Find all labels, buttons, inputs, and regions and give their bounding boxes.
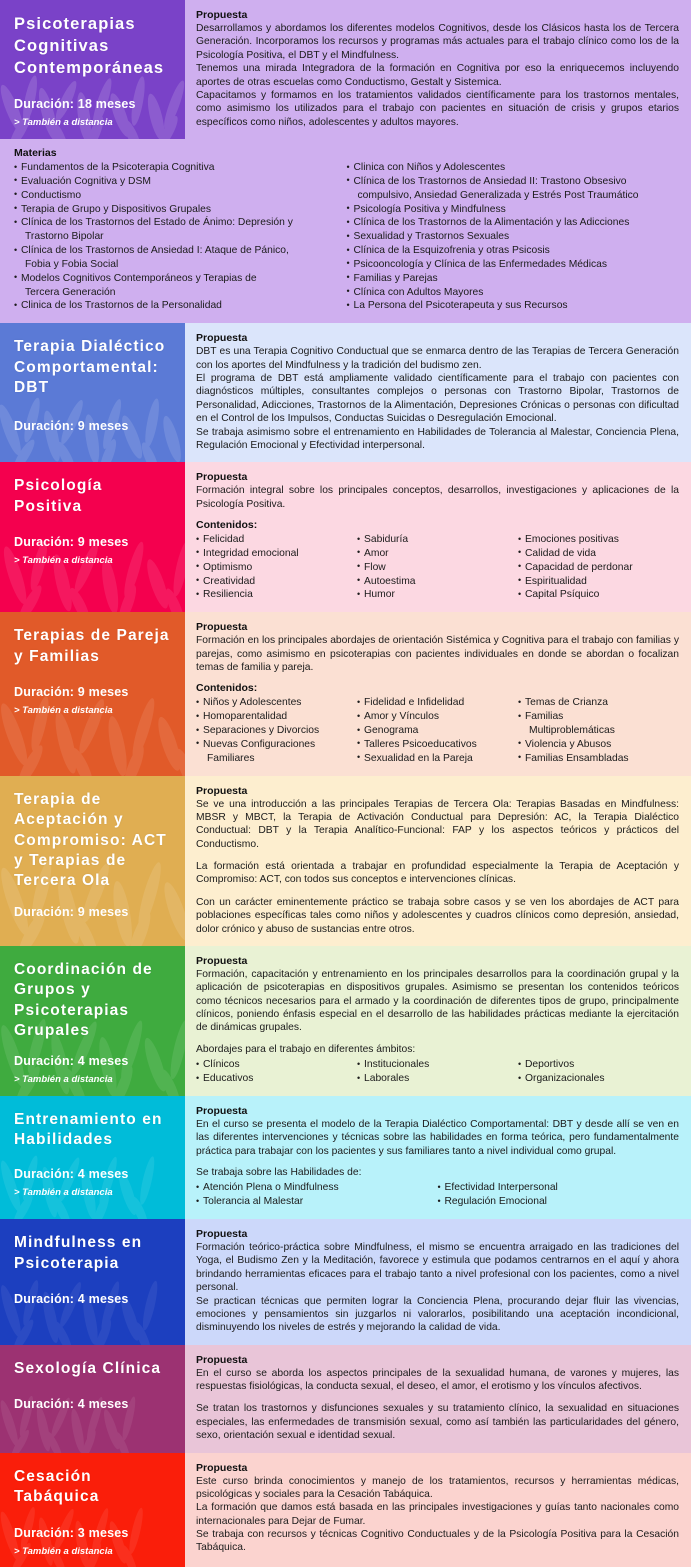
list-item: • Integridad emocional	[196, 547, 357, 561]
list-item: • Creatividad	[196, 575, 357, 589]
materias-column-2	[347, 161, 680, 313]
propuesta-text	[196, 1241, 679, 1335]
abordajes-list-1	[196, 1058, 357, 1086]
paragraph: Desarrollamos y abordamos los diferentes modelos Cognitivos, desde los Clásicos hasta los de Tercera Generación. Incorporamos los recursos y programas más actuales para el trabajo clínico como los de la Psicología Positiva, el DBT y el Mindfulness.	[196, 23, 679, 61]
program-duration: Duración: 9 meses	[14, 904, 129, 919]
list-item: • Atención Plena o Mindfulness	[196, 1181, 438, 1195]
list-item: • Psicología Positiva y Mindfulness	[347, 203, 680, 217]
program-card-terapias-de-pareja-y-familias[interactable]	[0, 612, 691, 775]
program-card-terapia-de-aceptacion-y-compromiso-act[interactable]	[0, 776, 691, 946]
program-duration: Duración: 18 meses	[14, 96, 136, 111]
habilidades-heading: Se trabaja sobre las Habilidades de:	[196, 1167, 362, 1179]
program-description-panel	[185, 612, 691, 775]
propuesta-text	[196, 484, 679, 511]
program-title: Terapias de Pareja y Familias	[14, 627, 170, 665]
program-card-entrenamiento-en-habilidades[interactable]	[0, 1096, 691, 1219]
habilidades-list-2	[438, 1181, 680, 1209]
list-item: • Flow	[357, 561, 518, 575]
program-card-terapia-dialectico-comportamental-dbt[interactable]	[0, 323, 691, 462]
program-card-psicologia-positiva[interactable]	[0, 462, 691, 612]
list-item: • Felicidad	[196, 533, 357, 547]
abordajes-column-3	[518, 1058, 679, 1086]
program-description-panel	[185, 0, 691, 139]
list-item-continuation: Familiares	[207, 752, 255, 764]
paragraph: El programa de DBT está ampliamente validado científicamente para el trabajo con pacientes con diagnósticos múltiples, consultantes complejos o personas con Trastorno Bipolar, Trastornos de Personalidad, Adicciones, Trastornos de la Alimentación, Depresiones Crónicas o personas con dificultad en el Control de los Impulsos, Conductas Suicidas o Desregulación Emocional.	[196, 373, 679, 425]
list-item: • Clinica con Niños y Adolescentes	[347, 161, 680, 175]
list-item: • Optimismo	[196, 561, 357, 575]
paragraph: Formación integral sobre los principales conceptos, desarrollos, investigaciones y aplicaciones de la Psicología Positiva.	[196, 485, 679, 510]
list-item-continuation: Fobia y Fobia Social	[25, 258, 119, 270]
propuesta-heading: Propuesta	[196, 1228, 248, 1241]
contenidos-column-3	[518, 696, 679, 765]
propuesta-heading: Propuesta	[196, 784, 248, 797]
program-title: Cesación Tabáquica	[14, 1467, 100, 1506]
program-duration: Duración: 3 meses	[14, 1525, 129, 1540]
list-item: • Sexualidad en la Pareja	[357, 752, 518, 766]
program-header-panel	[0, 323, 185, 462]
program-header-panel	[0, 1096, 185, 1219]
abordajes-heading: Abordajes para el trabajo en diferentes ámbitos:	[196, 1043, 416, 1055]
list-item: • Autoestima	[357, 575, 518, 589]
habilidades-column-2	[438, 1181, 680, 1209]
list-item: • Conductismo	[14, 189, 347, 203]
contenidos-heading: Contenidos:	[196, 682, 258, 695]
contenidos-heading: Contenidos:	[196, 519, 258, 532]
propuesta-text	[196, 1367, 679, 1443]
propuesta-text	[196, 634, 679, 674]
paragraph: Capacitamos y formamos en los tratamientos validados científicamente para los trastornos mentales, como asimismo los utilizados para el trabajo con pacientes en situación de crisis y grupos etarios específicos como niños, adolescentes y adultos mayores.	[196, 89, 679, 128]
paragraph: DBT es una Terapia Cognitivo Conductual que se enmarca dentro de las Terapias de Tercera Generación con los aportes del Mindfulness y la tradición del budismo zen.	[196, 346, 679, 371]
contenidos-list-2	[357, 533, 518, 602]
contenidos-column-3	[518, 533, 679, 602]
abordajes-list-3	[518, 1058, 679, 1086]
list-item-continuation: Trastorno Bipolar	[25, 231, 104, 243]
list-item: • Organizacionales	[518, 1072, 679, 1086]
program-distance-note: > También a distancia	[14, 555, 113, 567]
contenidos-list-3	[518, 696, 679, 765]
list-item: • Educativos	[196, 1072, 357, 1086]
contenidos-list-3	[518, 533, 679, 602]
paragraph: Se tratan los trastornos y disfunciones sexuales y su tratamiento clínico, la sexualidad en situaciones especiales, las enfermedades de transmisión sexual, como así también las particularidades del género, sexo, orientación sexual e identidad sexual.	[196, 1403, 679, 1442]
list-item: • Familias Ensambladas	[518, 752, 679, 766]
program-distance-note: > También a distancia	[14, 1186, 113, 1198]
propuesta-text	[196, 345, 679, 452]
list-item: • Genograma	[357, 724, 518, 738]
list-item: • Clínicos	[196, 1058, 357, 1072]
paragraph: La formación que damos está basada en las principales investigaciones y guías tanto nacionales como internacionales para Dejar de Fumar.	[196, 1502, 679, 1527]
materias-columns	[14, 161, 679, 313]
program-header-panel	[0, 0, 185, 139]
list-item: • Nuevas Configuraciones	[196, 738, 357, 752]
program-description-panel	[185, 946, 691, 1096]
list-item: • Sabiduría	[357, 533, 518, 547]
list-item: • Emociones positivas	[518, 533, 679, 547]
program-header-panel	[0, 1219, 185, 1345]
list-item: • Humor	[357, 588, 518, 602]
program-duration: Duración: 4 meses	[14, 1292, 129, 1306]
list-item: • Niños y Adolescentes	[196, 696, 357, 710]
list-item: • Amor y Vínculos	[357, 710, 518, 724]
program-description-panel	[185, 462, 691, 612]
program-header-panel	[0, 776, 185, 946]
contenidos-list-1	[196, 696, 357, 765]
propuesta-text	[196, 1118, 679, 1158]
list-item: • Capital Psíquico	[518, 588, 679, 602]
program-duration: Duración: 9 meses	[14, 685, 129, 700]
materias-column-1	[14, 161, 347, 313]
list-item: • Institucionales	[357, 1058, 518, 1072]
program-header-panel	[0, 612, 185, 775]
program-title: Psicoterapias Cognitivas Contemporáneas	[14, 15, 165, 77]
abordajes-column-1	[196, 1058, 357, 1086]
abordajes-column-2	[357, 1058, 518, 1086]
list-item: • Separaciones y Divorcios	[196, 724, 357, 738]
propuesta-heading: Propuesta	[196, 1353, 248, 1366]
program-description-panel	[185, 1345, 691, 1453]
list-item: • Familias	[518, 710, 679, 724]
propuesta-text	[196, 1475, 679, 1555]
program-distance-note: > También a distancia	[14, 1073, 113, 1085]
program-distance-note: > También a distancia	[14, 1545, 113, 1557]
propuesta-heading: Propuesta	[196, 1461, 248, 1474]
program-card-cesacion-tabaquica[interactable]	[0, 1453, 691, 1567]
propuesta-text	[196, 798, 679, 936]
program-description-panel	[185, 1453, 691, 1567]
program-duration: Duración: 4 meses	[14, 1053, 129, 1068]
contenidos-columns	[196, 533, 679, 602]
paragraph: En el curso se presenta el modelo de la Terapia Dialéctico Comportamental: DBT y desde allí se ven en las diferentes intervenciones y técnicas sobre las habilidades en forma teórica, pero fundamentalmente práctica para trabajar con los pacientes y sus familiares tanto a nivel individual como grupal.	[196, 1118, 679, 1157]
list-item: • Deportivos	[518, 1058, 679, 1072]
program-card-coordinacion-de-grupos-y-psicoterapias-grupales[interactable]	[0, 946, 691, 1096]
propuesta-heading: Propuesta	[196, 332, 248, 345]
paragraph: Formación en los principales abordajes de orientación Sistémica y Cognitiva para el trabajo con familias y parejas, como asimismo en psicoterapias con pacientes individuales en donde se abordan o focalizan temas de familia y pareja.	[196, 635, 679, 673]
paragraph: Se trabaja con recursos y técnicas Cognitivo Conductuales y de la Psicología Positiva para la Cesación Tabáquica.	[196, 1529, 679, 1554]
list-item: • Violencia y Abusos	[518, 738, 679, 752]
paragraph: Formación teórico-práctica sobre Mindfulness, el mismo se encuentra arraigado en las tradiciones del Yoga, el Budismo Zen y la Meditación, favorece y estimula que podamos centrarnos en el aquí y ahora brindando herramientas eficaces para el trabajo tanto a nivel profesional con los pacientes, como a nivel personal.	[196, 1242, 679, 1294]
paragraph: Formación, capacitación y entrenamiento en los principales desarrollos para la coordinación grupal y la aplicación de psicoterapias en dispositivos grupales. Asimismo se presentan los contenidos teóricos como técnicos necesarios para el armado y la coordinación de diferentes tipos de grupo, principalmente clínicos, poniendo énfasis especial en el desarrollo de las habilidades prácticas mediante la ejercitación de dinámicas grupales.	[196, 968, 679, 1034]
abordajes-list-2	[357, 1058, 518, 1086]
list-item: • La Persona del Psicoterapeuta y sus Recursos	[347, 299, 680, 313]
list-item: • Regulación Emocional	[438, 1195, 680, 1209]
habilidades-columns	[196, 1181, 679, 1209]
list-item: • Clínica de la Esquizofrenia y otras Psicosis	[347, 244, 680, 258]
program-card-mindfulness-en-psicoterapia[interactable]	[0, 1219, 691, 1345]
contenidos-column-1	[196, 533, 357, 602]
contenidos-columns	[196, 696, 679, 765]
list-item: • Temas de Crianza	[518, 696, 679, 710]
program-description-panel	[185, 776, 691, 946]
list-item: • Efectividad Interpersonal	[438, 1181, 680, 1195]
paragraph: Este curso brinda conocimientos y manejo de los tratamientos, recursos y herramientas médicas, psicológicas y sociales para la Cesación Tabáquica.	[196, 1475, 679, 1500]
propuesta-heading: Propuesta	[196, 9, 248, 21]
program-description-panel	[185, 1096, 691, 1219]
contenidos-column-2	[357, 533, 518, 602]
list-item: • Espiritualidad	[518, 575, 679, 589]
contenidos-column-2	[357, 696, 518, 765]
program-title: Mindfulness en Psicoterapia	[14, 1234, 143, 1272]
list-item: • Laborales	[357, 1072, 518, 1086]
program-title: Psicología Positiva	[14, 477, 103, 515]
list-item: • Psicooncología y Clínica de las Enfermedades Médicas	[347, 258, 680, 272]
program-title: Coordinación de Grupos y Psicoterapias Grupales	[14, 960, 153, 1040]
list-item: • Homoparentalidad	[196, 710, 357, 724]
list-item: • Talleres Psicoeducativos	[357, 738, 518, 752]
paragraph: Se practican técnicas que permiten lograr la Conciencia Plena, procurando dejar fluir las vivencias, emociones y pensamientos sin juzgarlos ni valorarlos, posibilitando una aceptación incondicional, disminuyendo los niveles de estrés y mejorando la calidad de vida.	[196, 1295, 679, 1334]
propuesta-heading: Propuesta	[196, 1104, 248, 1117]
materias-list-2	[347, 161, 680, 313]
program-card-psicoterapias-cognitivas-contemporaneas[interactable]	[0, 0, 691, 139]
program-title: Terapia Dialéctico Comportamental: DBT	[14, 338, 166, 397]
list-item: • Resiliencia	[196, 588, 357, 602]
materias-section	[0, 139, 691, 323]
program-card-sexologia-clinica[interactable]	[0, 1345, 691, 1453]
program-title: Sexología Clínica	[14, 1359, 162, 1377]
program-header-panel	[0, 946, 185, 1096]
habilidades-list-1	[196, 1181, 438, 1209]
paragraph: En el curso se aborda los aspectos principales de la sexualidad humana, de varones y mujeres, las respuestas fisiológicas, la conducta sexual, el deseo, el amor, el erotismo y los vínculos afectivos.	[196, 1367, 679, 1393]
list-item: • Clínica de los Trastornos del Estado de Ánimo: Depresión y	[14, 216, 347, 230]
list-item: • Tolerancia al Malestar	[196, 1195, 438, 1209]
propuesta-heading: Propuesta	[196, 471, 248, 484]
materias-heading: Materias	[14, 147, 57, 159]
program-duration: Duración: 4 meses	[14, 1397, 129, 1412]
paragraph: Se trabaja asimismo sobre el entrenamiento en Habilidades de Tolerancia al Malestar, Conciencia Plena, Regulación Emocional y Efectividad interpersonal.	[196, 426, 679, 451]
paragraph: Tenemos una mirada Integradora de la formación en Cognitiva por eso la enriquecemos incluyendo aportes de otras escuelas como Conductismo, Gestalt y Sistemica.	[196, 63, 679, 88]
propuesta-heading: Propuesta	[196, 621, 248, 634]
contenidos-list-2	[357, 696, 518, 765]
list-item: • Terapia de Grupo y Dispositivos Grupales	[14, 203, 347, 217]
program-description-panel	[185, 323, 691, 462]
paragraph: Se ve una introducción a las principales Terapias de Tercera Ola: Terapias Basadas en Mindfulness: MBSR y MBCT, la Terapia de Activación Conductual para Depresión: AC, la Terapia Dialéctico Conductual: DBT y la Terapia Analítico-Funcional: FAP y los aspectos teóricos y prácticos del Conductismo.	[196, 798, 679, 850]
list-item: • Clínica de los Trastornos de Ansiedad I: Ataque de Pánico,	[14, 244, 347, 258]
program-title: Entrenamiento en Habilidades	[14, 1110, 163, 1149]
propuesta-text	[196, 22, 679, 129]
list-item: • Fundamentos de la Psicoterapia Cognitiva	[14, 161, 347, 175]
program-distance-note: > También a distancia	[14, 705, 113, 717]
list-item: • Clinica de los Trastornos de la Personalidad	[14, 299, 347, 313]
contenidos-list-1	[196, 533, 357, 602]
list-item: • Evaluación Cognitiva y DSM	[14, 175, 347, 189]
habilidades-column-1	[196, 1181, 438, 1209]
list-item-continuation: Tercera Generación	[25, 286, 116, 298]
list-item: • Capacidad de perdonar	[518, 561, 679, 575]
list-item: • Calidad de vida	[518, 547, 679, 561]
program-title: Terapia de Aceptación y Compromiso: ACT y Terapias de Tercera Ola	[14, 790, 167, 890]
abordajes-columns	[196, 1058, 679, 1086]
program-duration: Duración: 9 meses	[14, 535, 129, 550]
program-header-panel	[0, 462, 185, 612]
program-distance-note: > También a distancia	[14, 116, 113, 128]
program-duration: Duración: 9 meses	[14, 418, 129, 433]
contenidos-column-1	[196, 696, 357, 765]
list-item: • Modelos Cognitivos Contemporáneos y Terapias de	[14, 272, 347, 286]
list-item: • Familias y Parejas	[347, 272, 680, 286]
program-description-panel	[185, 1219, 691, 1345]
paragraph: Con un carácter eminentemente práctico se trabaja sobre casos y se ven los abordajes de ACT para poblaciones específicas tales como niños y adolescentes y cuadros clínicos como depresión, ansiedad, dolor crónico y abuso de sustancias entre otros.	[196, 896, 679, 935]
list-item: • Amor	[357, 547, 518, 561]
list-item: • Fidelidad e Infidelidad	[357, 696, 518, 710]
list-item-continuation: Multiproblemáticas	[529, 725, 615, 737]
program-header-panel	[0, 1453, 185, 1567]
list-item-continuation: compulsivo, Ansiedad Generalizada y Estrés Post Traumático	[357, 189, 639, 201]
propuesta-text	[196, 968, 679, 1035]
list-item: • Sexualidad y Trastornos Sexuales	[347, 230, 680, 244]
program-header-panel	[0, 1345, 185, 1453]
materias-list-1	[14, 161, 347, 313]
list-item: • Clínica de los Trastornos de Ansiedad II: Trastono Obsesivo	[347, 175, 680, 189]
list-item: • Clínica con Adultos Mayores	[347, 286, 680, 300]
list-item: • Clínica de los Trastornos de la Alimentación y las Adicciones	[347, 216, 680, 230]
propuesta-heading: Propuesta	[196, 954, 248, 967]
paragraph: La formación está orientada a trabajar en profundidad especialmente la Terapia de Aceptación y Compromiso: ACT, con todos sus conceptos e intervenciones clínicas.	[196, 861, 679, 886]
program-duration: Duración: 4 meses	[14, 1166, 129, 1181]
